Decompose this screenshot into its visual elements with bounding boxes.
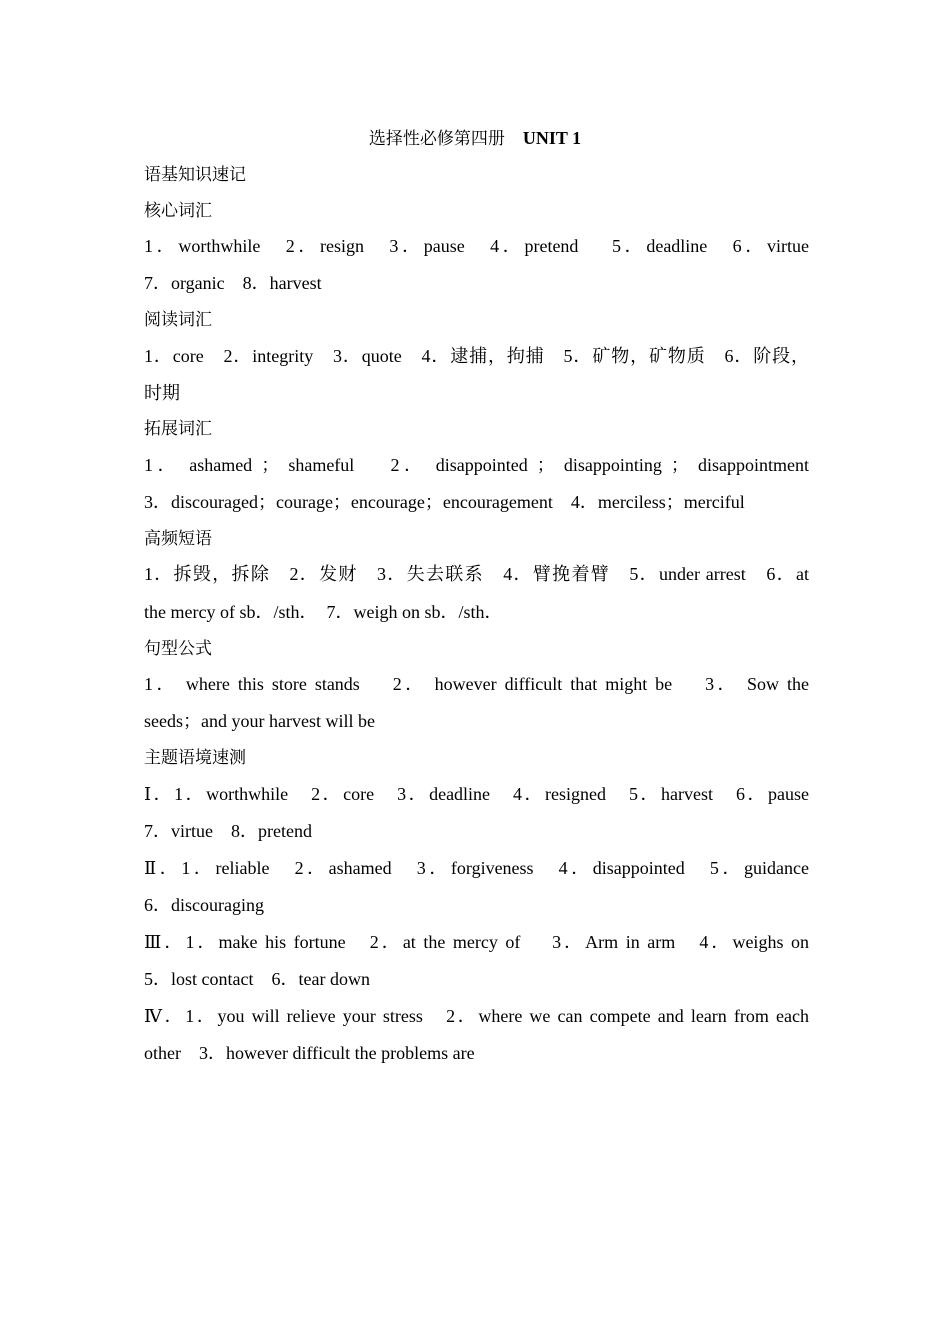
heading-reading-vocab: 阅读词汇: [144, 310, 212, 330]
extended-vocab-line-1: 1． ashamed ； shameful 2． disappointed ； disappointing ； disappointment: [144, 455, 809, 475]
context-test-line-8: other 3．however difficult the problems are: [144, 1043, 475, 1063]
section-heading-main: 语基知识速记: [144, 165, 246, 185]
heading-extended-vocab: 拓展词汇: [144, 419, 212, 439]
title-chinese: 选择性必修第四册: [368, 129, 505, 149]
extended-vocab-line-2: 3．discouraged；courage；encourage；encouragement 4．merciless；merciful: [144, 492, 745, 512]
page-title: [0, 125, 950, 152]
phrases-line-2: the mercy of sb．/sth． 7．weigh on sb．/sth．: [144, 602, 503, 622]
core-vocab-line-1: 1．worthwhile 2．resign 3．pause 4．pretend 5．deadline 6．virtue: [144, 236, 809, 256]
context-test-line-1: Ⅰ．1．worthwhile 2．core 3．deadline 4．resigned 5．harvest 6．pause: [144, 784, 809, 804]
reading-vocab-line-1: 1．core 2．integrity 3．quote 4．逮捕，拘捕 5．矿物，矿物质 6．阶段，: [144, 346, 809, 366]
heading-sentence-patterns: 句型公式: [144, 639, 212, 659]
context-test-line-4: 6．discouraging: [144, 895, 264, 915]
context-test-line-5: Ⅲ．1．make his fortune 2．at the mercy of 3．Arm in arm 4．weighs on: [144, 932, 809, 952]
title-unit: UNIT 1: [522, 128, 582, 148]
context-test-line-6: 5．lost contact 6．tear down: [144, 969, 370, 989]
context-test-line-3: Ⅱ．1．reliable 2．ashamed 3．forgiveness 4．disappointed 5．guidance: [144, 858, 809, 878]
context-test-line-7: Ⅳ．1．you will relieve your stress 2．where we can compete and learn from each: [144, 1006, 809, 1026]
sentence-patterns-line-2: seeds；and your harvest will be: [144, 711, 375, 731]
reading-vocab-line-2: 时期: [144, 383, 180, 403]
core-vocab-line-2: 7．organic 8．harvest: [144, 273, 322, 293]
heading-context-test: 主题语境速测: [144, 748, 246, 768]
phrases-line-1: 1．拆毁，拆除 2．发财 3．失去联系 4．臂挽着臂 5．under arrest 6．at: [144, 564, 809, 584]
heading-phrases: 高频短语: [144, 529, 212, 549]
sentence-patterns-line-1: 1． where this store stands 2． however difficult that might be 3． Sow the: [144, 674, 809, 694]
context-test-line-2: 7．virtue 8．pretend: [144, 821, 312, 841]
heading-core-vocab: 核心词汇: [144, 201, 212, 221]
